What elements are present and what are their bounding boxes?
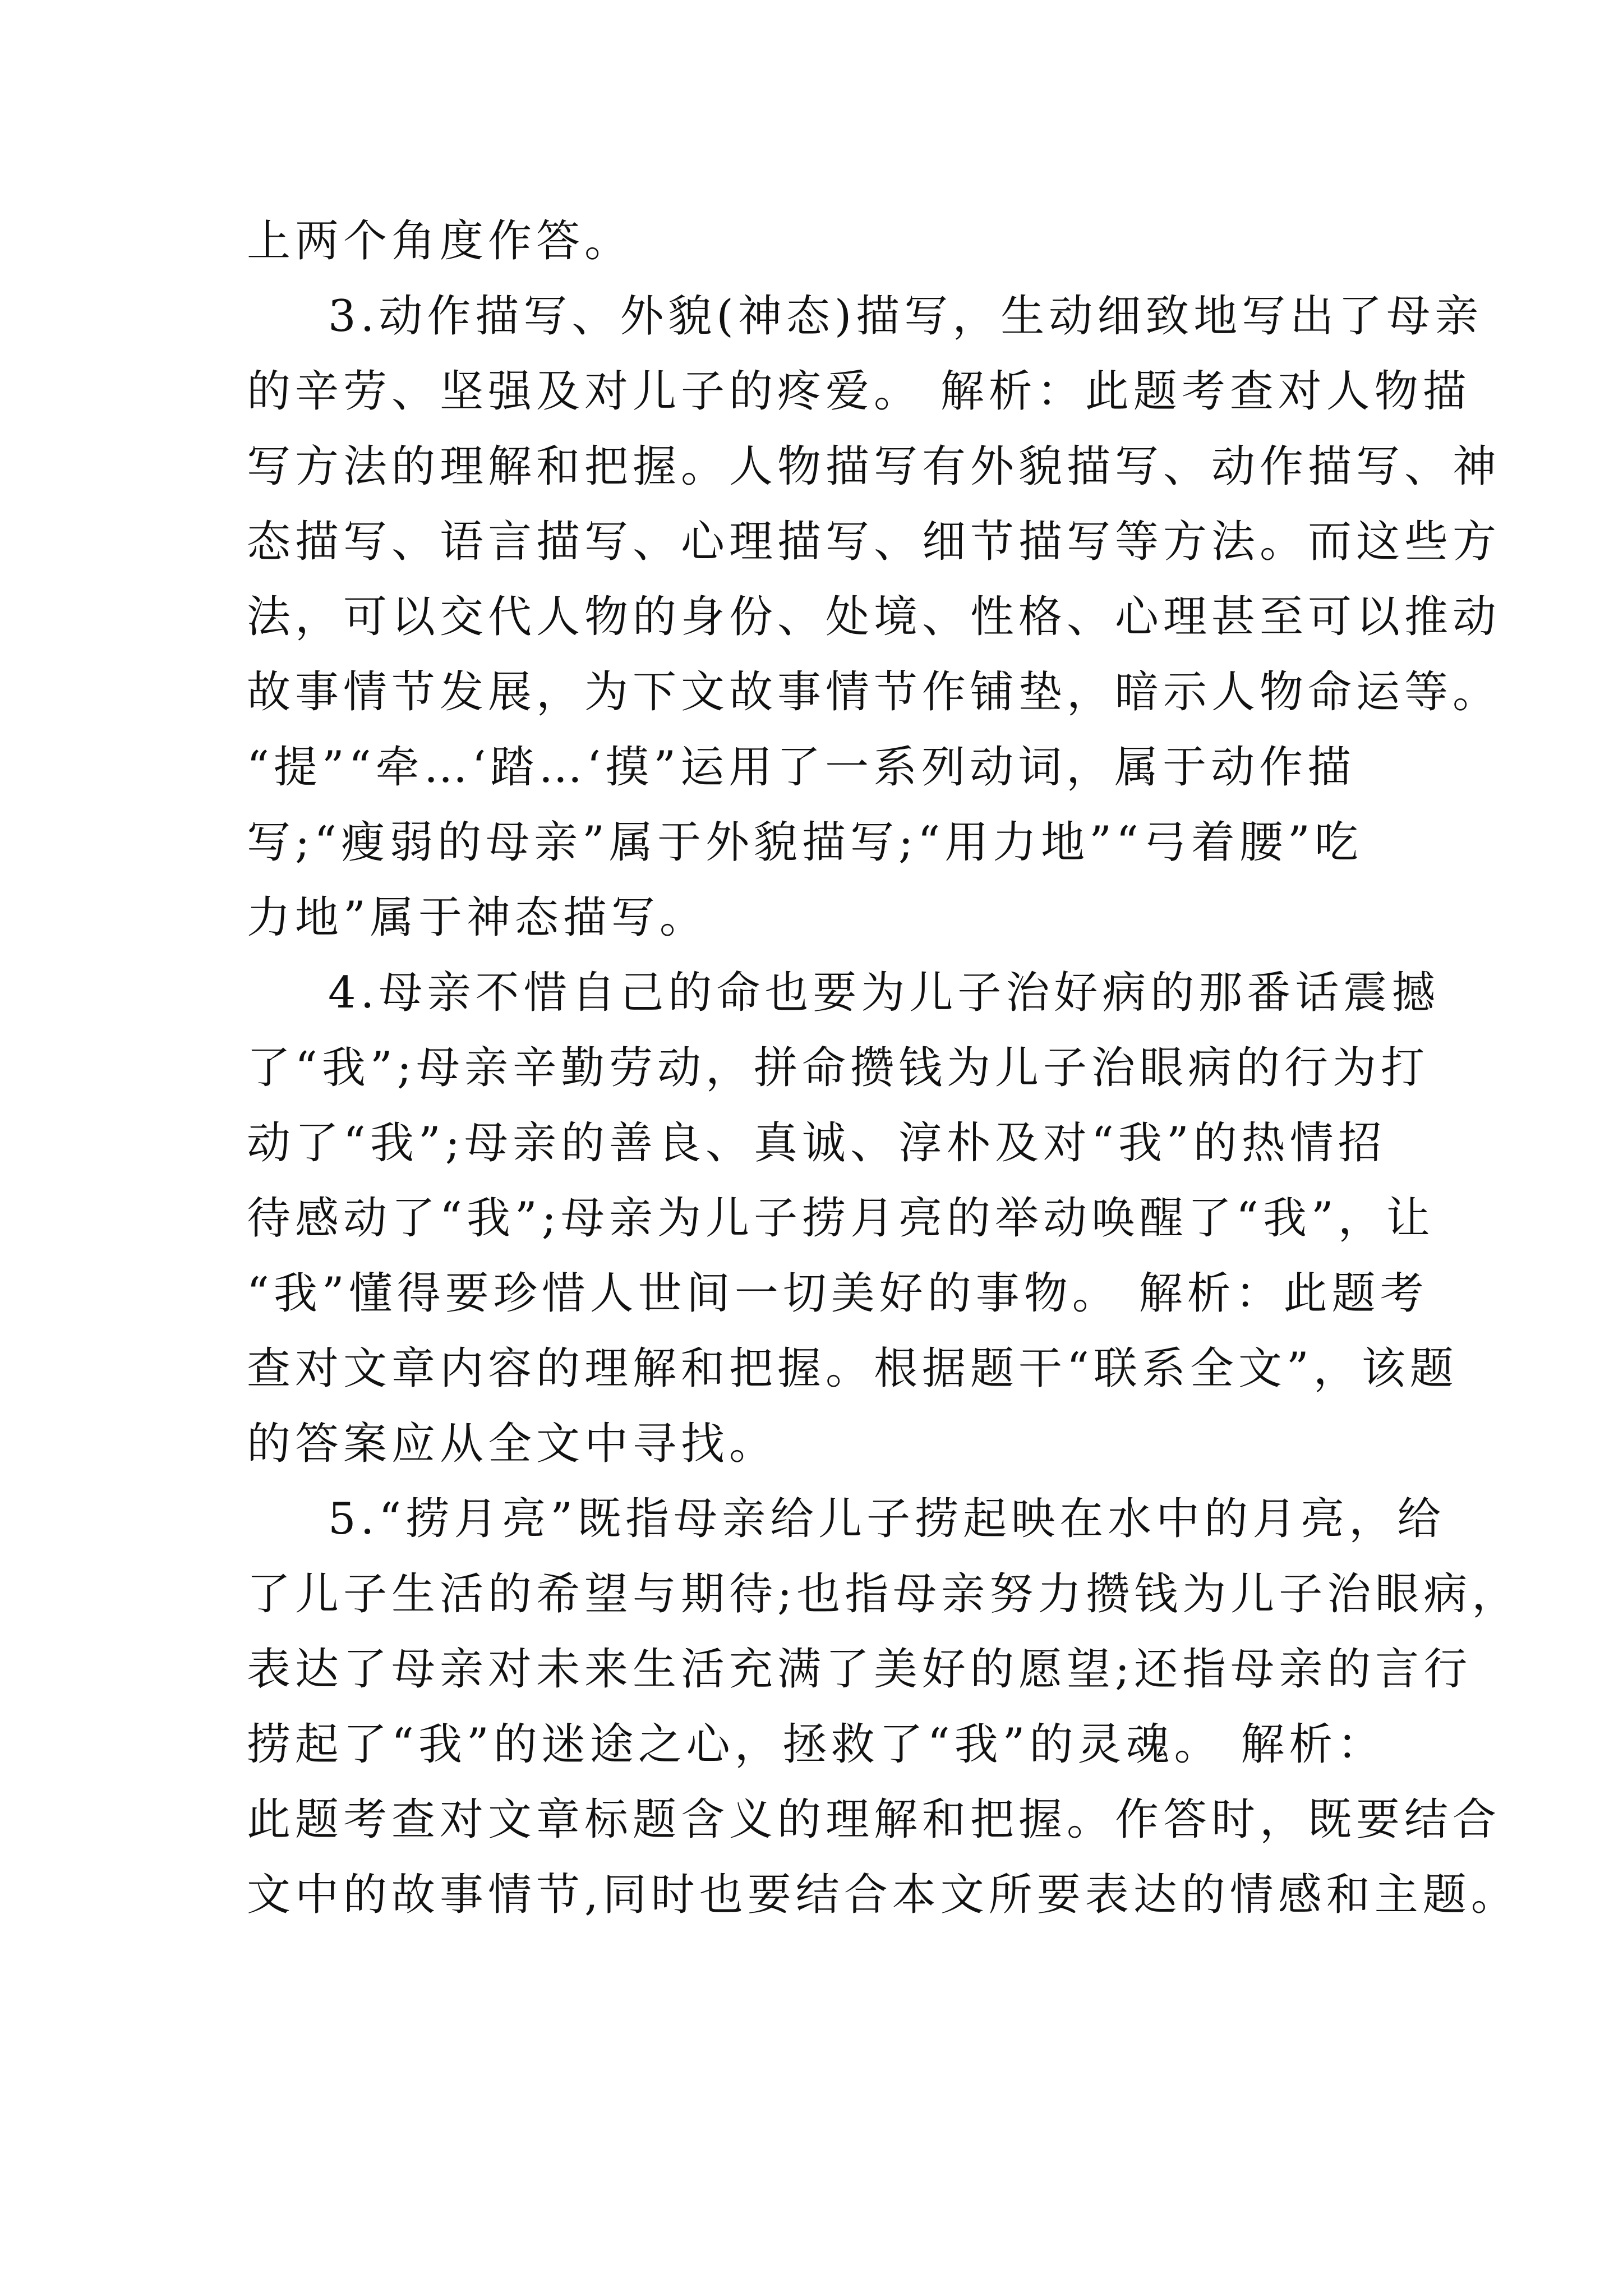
text-line: 态描写、语言描写、心理描写、细节描写等方法。而这些方 <box>247 517 1501 567</box>
text-line: 的辛劳、坚强及对儿子的疼爱。 解析：此题考查对人物描 <box>247 366 1471 417</box>
text-line: 5.“捞月亮”既指母亲给儿子捞起映在水中的月亮，给 <box>328 1494 1446 1544</box>
text-line: 此题考查对文章标题含义的理解和把握。作答时，既要结合 <box>247 1795 1501 1845</box>
text-line: 的答案应从全文中寻找。 <box>247 1419 778 1469</box>
text-line: 动了“我”;母亲的善良、真诚、淳朴及对“我”的热情招 <box>247 1118 1386 1168</box>
text-line: “提”“牵…‘踏…‘摸”运用了一系列动词，属于动作描 <box>247 742 1356 793</box>
text-line: 上两个角度作答。 <box>247 216 633 266</box>
text-line: 捞起了“我”的迷途之心，拯救了“我”的灵魂。 解析： <box>247 1719 1386 1770</box>
text-line: 表达了母亲对未来生活充满了美好的愿望;还指母亲的言行 <box>247 1644 1472 1695</box>
text-line: “我”懂得要珍惜人世间一切美好的事物。 解析：此题考 <box>247 1268 1428 1319</box>
text-line: 4.母亲不惜自己的命也要为儿子治好病的那番话震撼 <box>328 968 1440 1018</box>
text-line: 文中的故事情节,同时也要结合本文所要表达的情感和主题。 <box>247 1870 1519 1920</box>
text-line: 了儿子生活的希望与期待;也指母亲努力攒钱为儿子治眼病， <box>247 1569 1520 1619</box>
text-line: 了“我”;母亲辛勤劳动，拼命攒钱为儿子治眼病的行为打 <box>247 1043 1430 1093</box>
text-line: 写;“瘦弱的母亲”属于外貌描写;“用力地”“弓着腰”吃 <box>247 817 1363 868</box>
text-line: 写方法的理解和把握。人物描写有外貌描写、动作描写、神 <box>247 441 1501 492</box>
text-line: 故事情节发展，为下文故事情节作铺垫，暗示人物命运等。 <box>247 667 1501 717</box>
text-line: 力地”属于神态描写。 <box>247 892 708 943</box>
text-line: 待感动了“我”;母亲为儿子捞月亮的举动唤醒了“我”，让 <box>247 1193 1435 1244</box>
text-line: 法，可以交代人物的身份、处境、性格、心理甚至可以推动 <box>247 592 1501 642</box>
text-line: 查对文章内容的理解和把握。根据题干“联系全文”，该题 <box>247 1343 1458 1394</box>
text-line: 3.动作描写、外貌(神态)描写，生动细致地写出了母亲 <box>328 291 1483 342</box>
